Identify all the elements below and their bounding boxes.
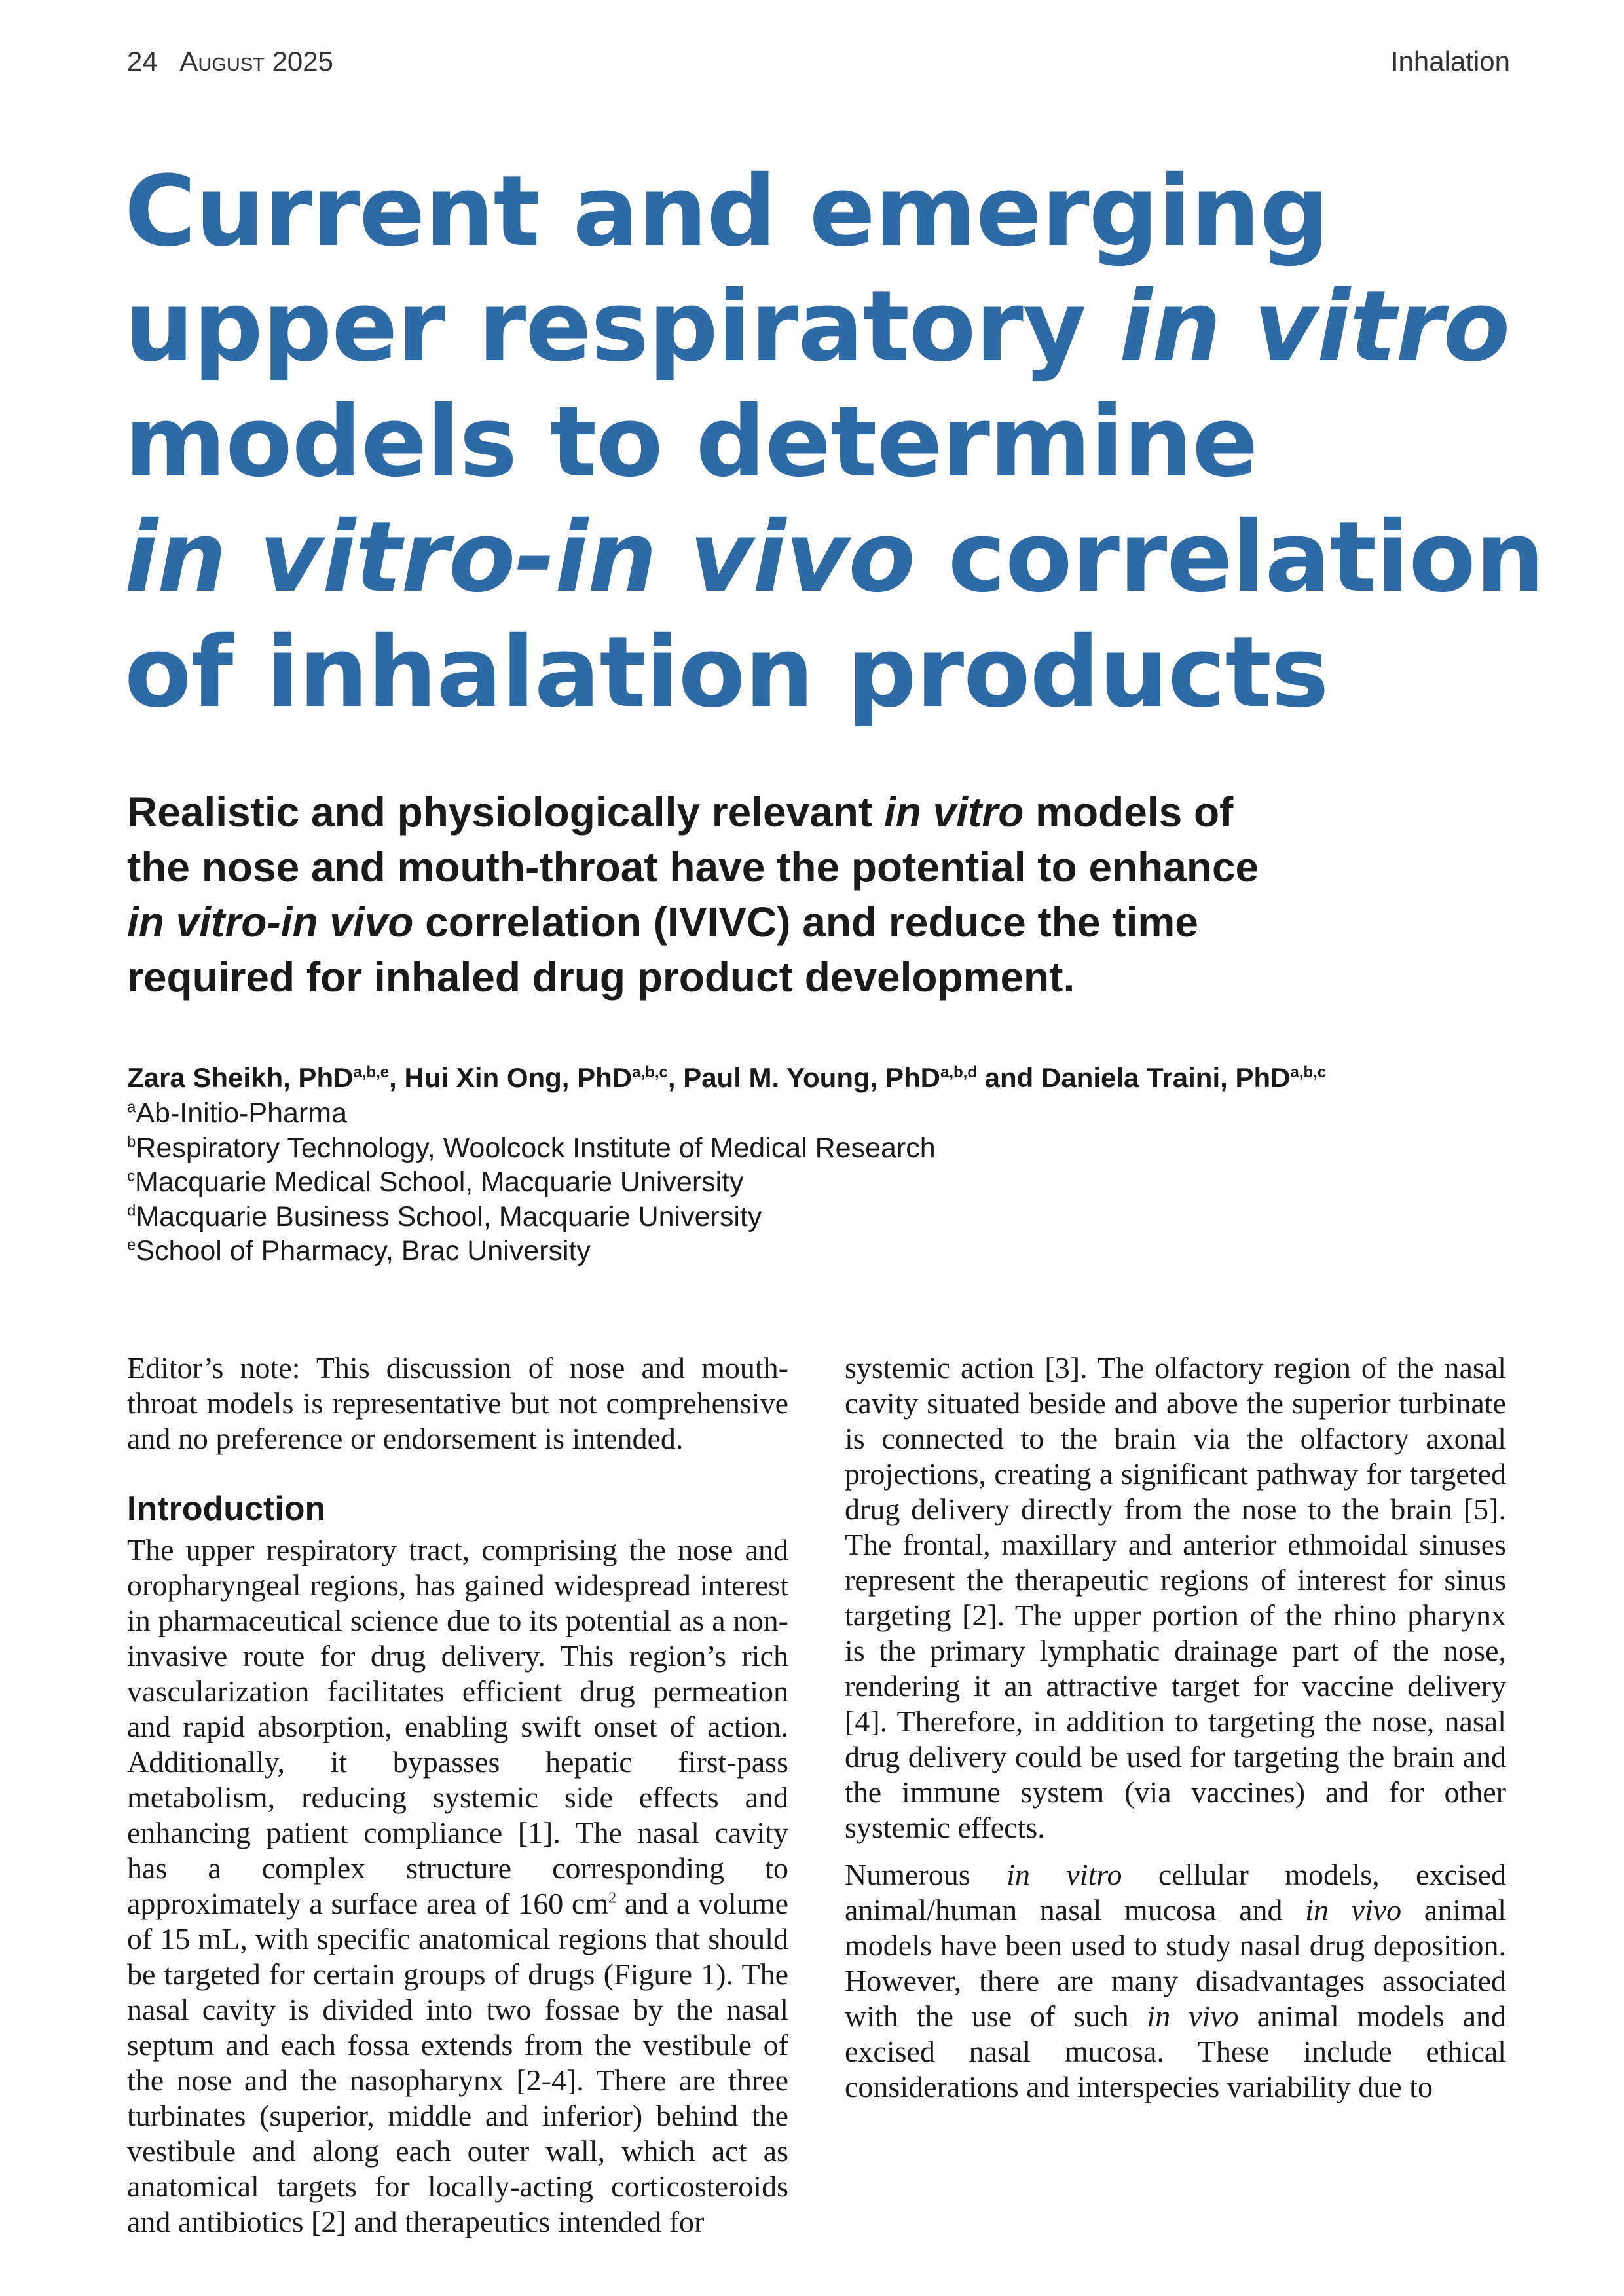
intro-paragraph-continued: systemic action [3]. The olfactory region of the nasal cavity situated beside and above the superior turbinate is connected to the brain via the olfactory axonal projections, creating a significant pathway for targeted drug delivery directly from the nose to the brain [5]. The frontal, maxillary and anterior ethmoidal sinuses represent the therapeutic regions of interest for sinus targeting [2]. The upper portion of the rhino pharynx is the primary lymphatic drainage part of the nose, rendering it an attractive target for vaccine delivery [4]. Therefore, in addition to targeting the nose, nasal drug delivery could be used for targeting the brain and the immune system (via vaccines) and for other systemic effects. [845,1351,1506,1844]
page-number: 24 [127,46,158,77]
dek-line: in vitro-in vivo correlation (IVIVC) and reduce the time [127,898,1198,946]
intro-paragraph-2: Numerous in vitro cellular models, excised animal/human nasal mucosa and in vivo animal models have been used to study nasal drug deposition. However, there are many disadvantages associated with the use of such in vivo animal models and excised nasal mucosa. These include ethical considerations and interspecies variability due to [845,1858,1506,2103]
title-line: in vitro-in vivo correlation [124,501,1544,614]
section-heading: Introduction [127,1490,326,1528]
title-line: models to determine [124,386,1258,499]
author-affiliation-marks: a,b,d [940,1064,977,1081]
author-separator: , [667,1062,684,1093]
affiliation: $^e$School of Pharmacy, Brac University [127,1235,591,1267]
issue-date: August 2025 [179,46,334,77]
intro-paragraph: The upper respiratory tract, comprising the nose and oropharyngeal regions, has gained widespread interest in pharmaceutical science due to its potential as a non-invasive route for drug delivery. This region’s rich vascularization facilitates efficient drug permeation and rapid absorption, enabling swift onset of action. Additionally, it bypasses hepatic first-pass metabolism, reducing systemic side effects and enhancing patient compliance [1]. The nasal cavity has a complex structure corresponding to approximately a surface area of 160 $cm^2$ and a volume of 15 mL, with specific anatomical regions that should be targeted for certain groups of drugs (Figure 1). The nasal cavity is divided into two fossae by the nasal septum and each fossa extends from the vestibule of the nose and the nasopharynx [2-4]. There are three turbinates (superior, middle and inferior) behind the vestibule and along each outer wall, which act as anatomical targets for locally-acting corticosteroids and antibiotics [2] and therapeutics intended for [127,1533,789,2238]
author-affiliation-marks: a,b,e [353,1064,390,1081]
author-affiliation-marks: a,b,c [632,1064,668,1081]
affiliation: $^d$Macquarie Business School, Macquarie University [127,1200,762,1232]
title-line: upper respiratory in vitro [124,270,1510,384]
title-line: of inhalation products [124,616,1329,730]
author-list [127,1060,1528,1096]
author-affiliation-marks: a,b,c [1290,1064,1327,1081]
author-name: Zara Sheikh, PhD [127,1062,354,1093]
article-title [124,155,1544,731]
running-header-left [127,46,333,77]
affiliation: $^a$Ab-Initio-Pharma [127,1098,347,1129]
journal-name: Inhalation [1390,46,1510,77]
affiliation-list [127,1096,1240,1268]
dek-line: required for inhaled drug product development. [127,954,1075,1001]
editors-note: Editor’s note: This discussion of nose and mouth-throat models is representative but not comprehensive and no preference or endorsement is intended. [127,1351,788,1455]
body-column-left [127,1350,788,2240]
dek-line: the nose and mouth-throat have the potential to enhance [127,843,1259,891]
body-column-right [845,1350,1506,2105]
dek-line: Realistic and physiologically relevant in vitro models of [127,788,1234,836]
author-separator: and [977,1062,1042,1093]
author-separator: , [389,1062,405,1093]
author-name: Hui Xin Ong, PhD [404,1062,633,1093]
affiliation: $^b$Respiratory Technology, Woolcock Institute of Medical Research [127,1132,936,1164]
article-dek [127,785,1259,1005]
affiliation: $^c$Macquarie Medical School, Macquarie University [127,1166,744,1198]
title-line: Current and emerging [124,155,1329,268]
author-name: Daniela Traini, PhD [1041,1062,1291,1093]
author-name: Paul M. Young, PhD [683,1062,940,1093]
